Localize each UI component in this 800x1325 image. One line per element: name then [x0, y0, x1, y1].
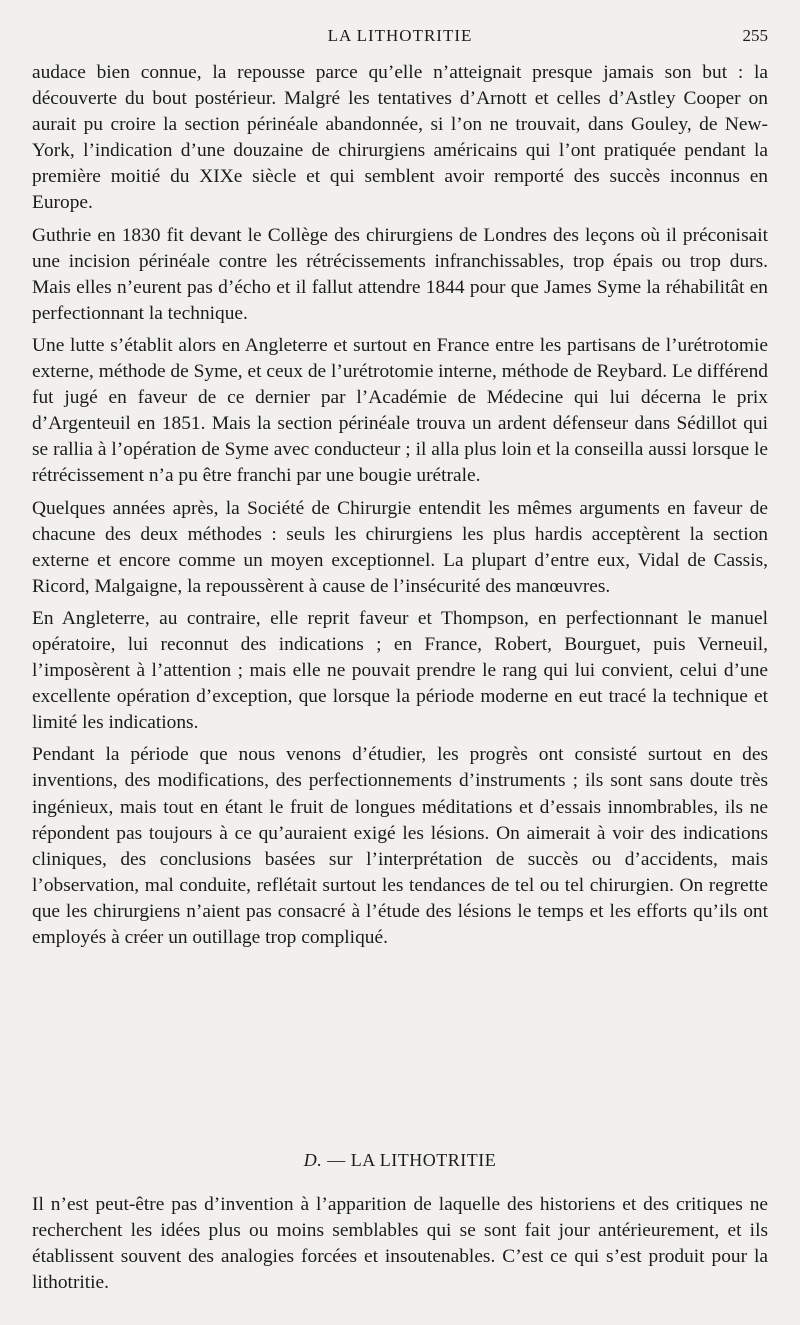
paragraph-1: audace bien connue, la repousse parce qu’elle n’atteignait presque jamais son but : la découverte du bout postérieur. Malgré les tentatives d’Arnott et celles d’Astley Cooper on aurait pu croire la section périnéale abandonnée, si l’on ne trouvait, dans Gouley, de New-York, l’indication d’une douzaine de chirurgiens américains qui l’ont pratiquée pendant la première moitié du XIXe siècle et qui semblent avoir remporté des succès inconnus en Europe.: [32, 62, 768, 214]
section-title: LA LITHOTRITIE: [350, 1150, 497, 1170]
running-title: LA LITHOTRITIE: [327, 26, 473, 45]
section-body: [32, 1192, 768, 1296]
paragraph-2: Guthrie en 1830 fit devant le Collège des chirurgiens de Londres des leçons où il préconisait une incision périnéale contre les rétrécissements infranchissables, trop épais ou trop durs. Mais elles n’eurent pas d’écho et il fallut attendre 1844 pour que James Syme la réhabilitât en perfectionnant la technique.: [32, 224, 768, 324]
body-text: [32, 60, 768, 951]
paragraph-4: Quelques années après, la Société de Chirurgie entendit les mêmes arguments en faveur de chacune des deux méthodes : seuls les chirurgiens les plus hardis acceptèrent la section externe et encore comme un moyen exceptionnel. La plupart d’entre eux, Vidal de Cassis, Ricord, Malgaigne, la repoussèrent à cause de l’insécurité des manœuvres.: [32, 497, 768, 597]
section-letter: D.: [303, 1150, 323, 1170]
paragraph-6: Pendant la période que nous venons d’étudier, les progrès ont consisté surtout en des inventions, des modifications, des perfectionnements d’instruments ; ils sont sans doute très ingénieux, mais tout en étant le fruit de longues méditations et d’essais innombrables, ils ne répondent pas toujours à ce qu’auraient exigé les lésions. On aimerait à voir des indications cliniques, des conclusions basées sur l’interprétation de succès ou d’accidents, mais l’observation, mal conduite, reflétait surtout les tendances de tel ou tel chirurgien. On regrette que les chirurgiens n’aient pas consacré à l’étude des lésions le temps et les efforts qu’ils ont employés à créer un outillage trop compliqué.: [32, 744, 768, 948]
section-heading: [32, 1150, 768, 1171]
paragraph-5: En Angleterre, au contraire, elle reprit faveur et Thompson, en perfectionnant le manuel opératoire, lui reconnut des indications ; en France, Robert, Bourguet, puis Verneuil, l’imposèrent à l’attention ; mais elle ne pouvait prendre le rang qui lui convient, celui d’une excellente opération d’exception, que lorsque la période moderne en eut tracé la technique et limité les indications.: [32, 607, 768, 734]
running-head: [32, 26, 768, 48]
section-paragraph: Il n’est peut-être pas d’invention à l’apparition de laquelle des historiens et des critiques ne recherchent les idées plus ou moins semblables qui se sont fait jour antérieurement, et ils établissent souvent des analogies forcées et insoutenables. C’est ce qui s’est produit pour la lithotritie.: [32, 1194, 768, 1294]
page-number: 255: [742, 26, 768, 45]
paragraph-3: Une lutte s’établit alors en Angleterre et surtout en France entre les partisans de l’urétrotomie externe, méthode de Syme, et ceux de l’urétrotomie interne, méthode de Reybard. Le différend fut jugé en faveur de ce dernier par l’Académie de Médecine qui lui décerna le prix d’Argenteuil en 1851. Mais la section périnéale trouva un ardent défenseur dans Sédillot qui se rallia à l’opération de Syme avec conducteur ; il alla plus loin et la conseilla aussi lorsque le rétrécissement n’a pu être franchi par une bougie urétrale.: [32, 334, 768, 487]
section-dash: —: [327, 1150, 346, 1170]
